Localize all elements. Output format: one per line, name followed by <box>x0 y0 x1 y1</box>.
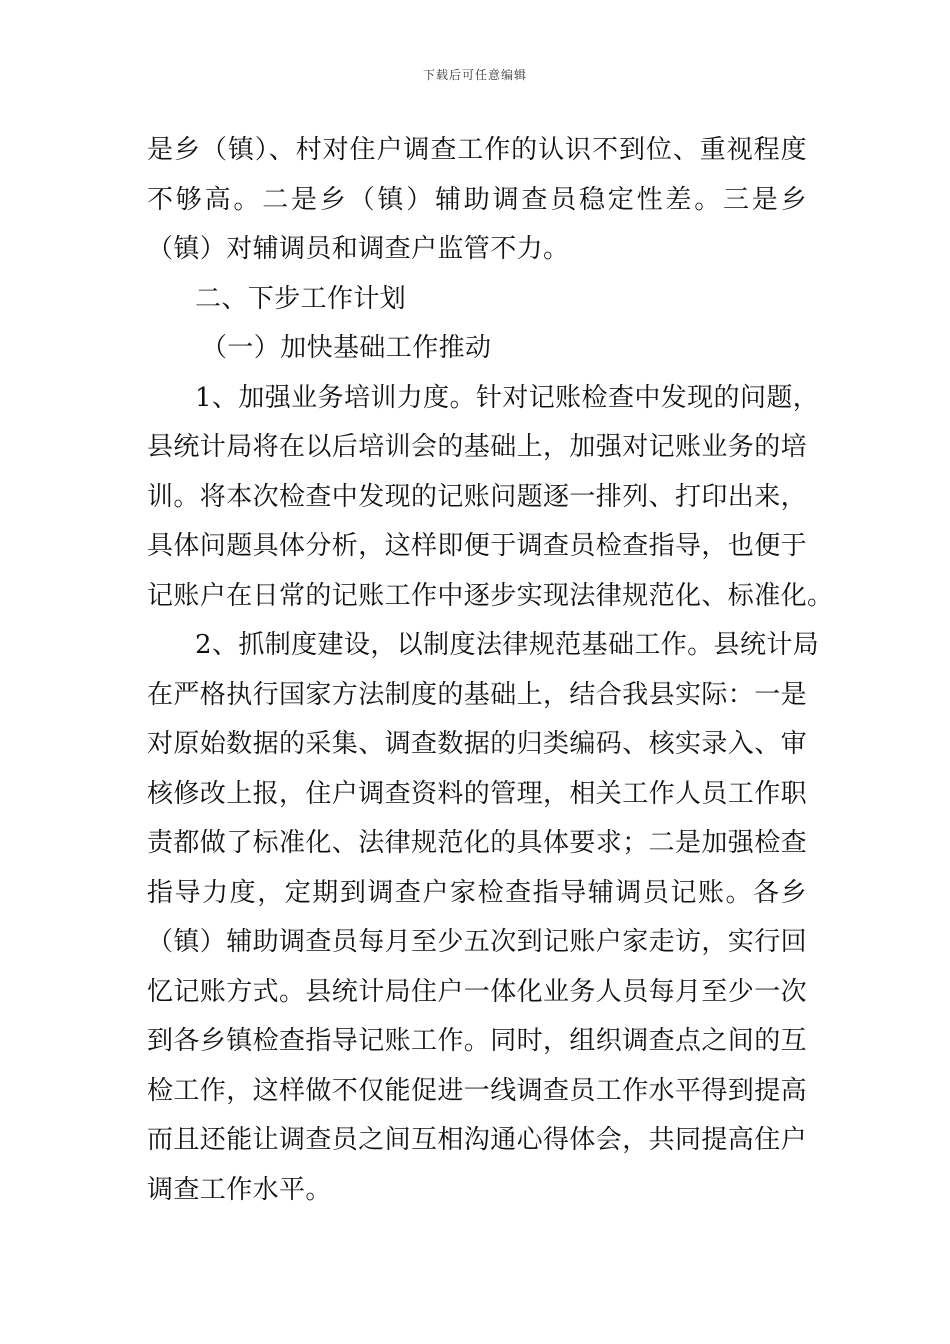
text-line: 2、抓制度建设，以制度法律规范基础工作。县统计局 <box>195 630 820 660</box>
text-line: 责都做了标准化、法律规范化的具体要求；二是加强检查 <box>147 828 808 858</box>
text-line: 具体问题具体分析，这样即便于调查员检查指导，也便于 <box>147 531 808 561</box>
subsection-heading: （一）加快基础工作推动 <box>201 333 492 363</box>
page-header-note: 下载后可任意编辑 <box>422 68 527 82</box>
document-body <box>147 126 834 1215</box>
text-line: 不够高。二是乡（镇）辅助调查员稳定性差。三是乡 <box>147 184 807 215</box>
text-line: （镇）辅助调查员每月至少五次到记账户家走访，实行回 <box>147 927 808 957</box>
text-line: 核修改上报，住户调查资料的管理，相关工作人员工作职 <box>147 778 808 809</box>
text-line: 在严格执行国家方法制度的基础上，结合我县实际：一是 <box>147 679 808 710</box>
text-line: （镇）对辅调员和调查户监管不力。 <box>147 234 570 264</box>
text-line: 调查工作水平。 <box>147 1174 332 1205</box>
text-line: 对原始数据的采集、调查数据的归类编码、核实录入、审 <box>147 729 808 759</box>
text-line: 指导力度，定期到调查户家检查指导辅调员记账。各乡 <box>147 877 807 908</box>
text-line: 1、加强业务培训力度。针对记账检查中发现的问题， <box>195 382 820 413</box>
text-line: 训。将本次检查中发现的记账问题逐一排列、打印出来， <box>147 481 808 512</box>
text-line: 记账户在日常的记账工作中逐步实现法律规范化、标准化。 <box>147 580 834 611</box>
text-line: 是乡（镇）、村对住户调查工作的认识不到位、重视程度 <box>147 135 807 165</box>
text-line: 而且还能让调查员之间互相沟通心得体会，共同提高住户 <box>147 1125 808 1155</box>
text-line: 到各乡镇检查指导记账工作。同时，组织调查点之间的互 <box>147 1026 808 1056</box>
text-line: 检工作，这样做不仅能促进一线调查员工作水平得到提高 <box>147 1075 808 1106</box>
text-line: 忆记账方式。县统计局住户一体化业务人员每月至少一次 <box>147 976 808 1007</box>
section-heading: 二、下步工作计划 <box>195 283 407 314</box>
text-line: 县统计局将在以后培训会的基础上，加强对记账业务的培 <box>147 432 808 462</box>
